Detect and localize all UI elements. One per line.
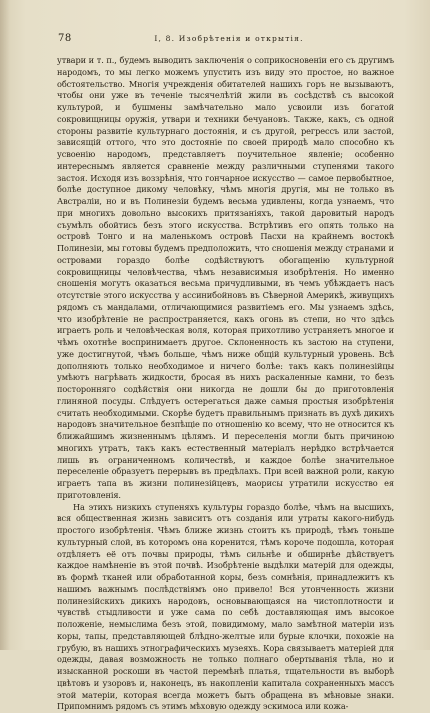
page-header xyxy=(58,33,400,45)
paragraph-2: На этихъ низкихъ ступеняхъ культуры гораздо болѣе, чѣмъ на высшихъ, вся общественная жизнь зависитъ отъ созданія или утраты какого-нибудь простого изобрѣтенія. Чѣмъ ближе жизнь стоитъ къ природѣ, тѣмъ тоньше культурный слой, въ которомъ она коренится, тѣмъ короче подошла, которая отдѣляетъ её отъ почвы природы, тѣмъ сильнѣе и обширнѣе дѣйствуетъ каждое намѣненіе въ этой почвѣ. Изобрѣтеніе выдѣлки матерій для одежды, въ формѣ тканей или обработанной коры, безъ сомнѣнія, принадлежитъ къ нашимъ важнымъ послѣдствіямъ оно привело! Вся утонченность жизни полинезійскихъ дикихъ народовъ, основывающаяся на чистоплотности и чувствѣ стыдливости и уже сама по себѣ доставляющая имъ высокое положеніе, немыслима безъ этой, повидимому, мало замѣтной матеріи изъ коры, тапы, представляющей блѣдно-желтые или бурые клочки, похожіе на грубую, въ нашихъ этнографическихъ музеяхъ. Кора связываетъ матеріей для одежды, давая возможность не только полнаго обертыванія тѣла, но и изысканной роскоши въ частой перемѣнѣ платья, тщательности въ выборѣ цвѣтовъ и узоровъ и, наконецъ, въ накопленіи капитала сохраненныхъ массъ этой матеріи, которая всегда можетъ быть обращена въ мѣновые знаки. Припомнимъ рядомъ съ этимъ мѣховую одежду эскимоса или кожа- xyxy=(57,502,394,713)
running-title: I, 8. Изобрѣтенія и открытія. xyxy=(58,34,400,43)
page-number: 78 xyxy=(58,33,72,44)
paragraph-1: утвари и т. п., будемъ выводить заключенія о соприкосновеніи его съ другимъ народомъ, то мы легко можемъ упустить изъ виду это простое, но важное обстоятельство. Многія учрежденія обитателей нашихъ горъ не вызываютъ, чтобы они уже въ теченіе тысячелѣтій жили въ сосѣдствѣ съ высокой культурой, и бушмены замѣчательно мало усвоили изъ богатой сокровищницы оружія, утвари и техники бечуановъ. Также, какъ, съ одной стороны развитіе культурнаго достоянія, и съ другой, регрессъ или застой, зависящій оттого, что это достояніе по своей природѣ мало способно къ усвоенію народомъ, представляетъ поучительное явленіе; особенно интереснымъ является сравненіе между различными ступенями такого застоя. Исходя изъ воззрѣнія, что гончарное искусство — самое первобытное, болѣе доступное дикому человѣку, чѣмъ многія другія, мы не только въ Австраліи, но и въ Полинезіи будемъ весьма удивлены, когда узнаемъ, что при многихъ довольно высокихъ притязаніяхъ, такой даровитый народъ съумѣлъ обойтись безъ этого искусства. Встрѣтивъ его опять только на островѣ Тонго и на маленькомъ островѣ Пасхи на крайнемъ востокѣ Полинезіи, мы готовы будемъ предположить, что сношенія между странами и островами гораздо болѣе содѣйствуютъ обогащенію культурной сокровищницы человѣчества, чѣмъ независимыя изобрѣтенія. Но именно сношенія могутъ оказаться весьма причудливыми, въ чемъ убѣждаетъ насъ отсутствіе этого искусства у ассинибойновъ въ Сѣверной Америкѣ, живущихъ рядомъ съ мандалами, отличающимися развитіемъ его. Мы узнаемъ здѣсь, что изобрѣтеніе не распространяется, какъ огонь въ степи, но что здѣсь играетъ роль и человѣческая воля, которая прихотливо устраняетъ многое и чѣмъ охотнѣе воспринимаетъ другое. Склоненность къ застою на ступени, уже достигнутой, чѣмъ больше, чѣмъ ниже общій культурный уровень. Всѣ дополняють только необходимое и ничего болѣе: такъ какъ полинезійцы умѣютъ нагрѣвать жидкости, бросая въ нихъ раскаленные камни, то безъ посторонняго содѣйствія они никогда не дошли бы до приготовленія глиняной посуды. Слѣдуетъ остерегаться даже самыя простыя изобрѣтенія считать необходимыми. Скорѣе будетъ правильнымъ признать въ духѣ дикихъ народовъ значительное безпѣщіе по отношенію ко всему, что не относится къ ближайшимъ жизненнымъ цѣлямъ. И переселенія могли быть причиною многихъ утратъ, такъ какъ естественный матеріалъ нерѣдко встрѣчается лишь въ ограниченномъ количествѣ, и каждое болѣе значительное переселеніе образуетъ перерывъ въ предѣлахъ. При всей важной роли, какую играетъ тапа въ жизни полинезійцевъ, маорисы утратили искусство ея приготовленія. xyxy=(57,55,394,502)
body-text xyxy=(57,55,394,713)
page-gutter-shadow xyxy=(0,0,10,650)
